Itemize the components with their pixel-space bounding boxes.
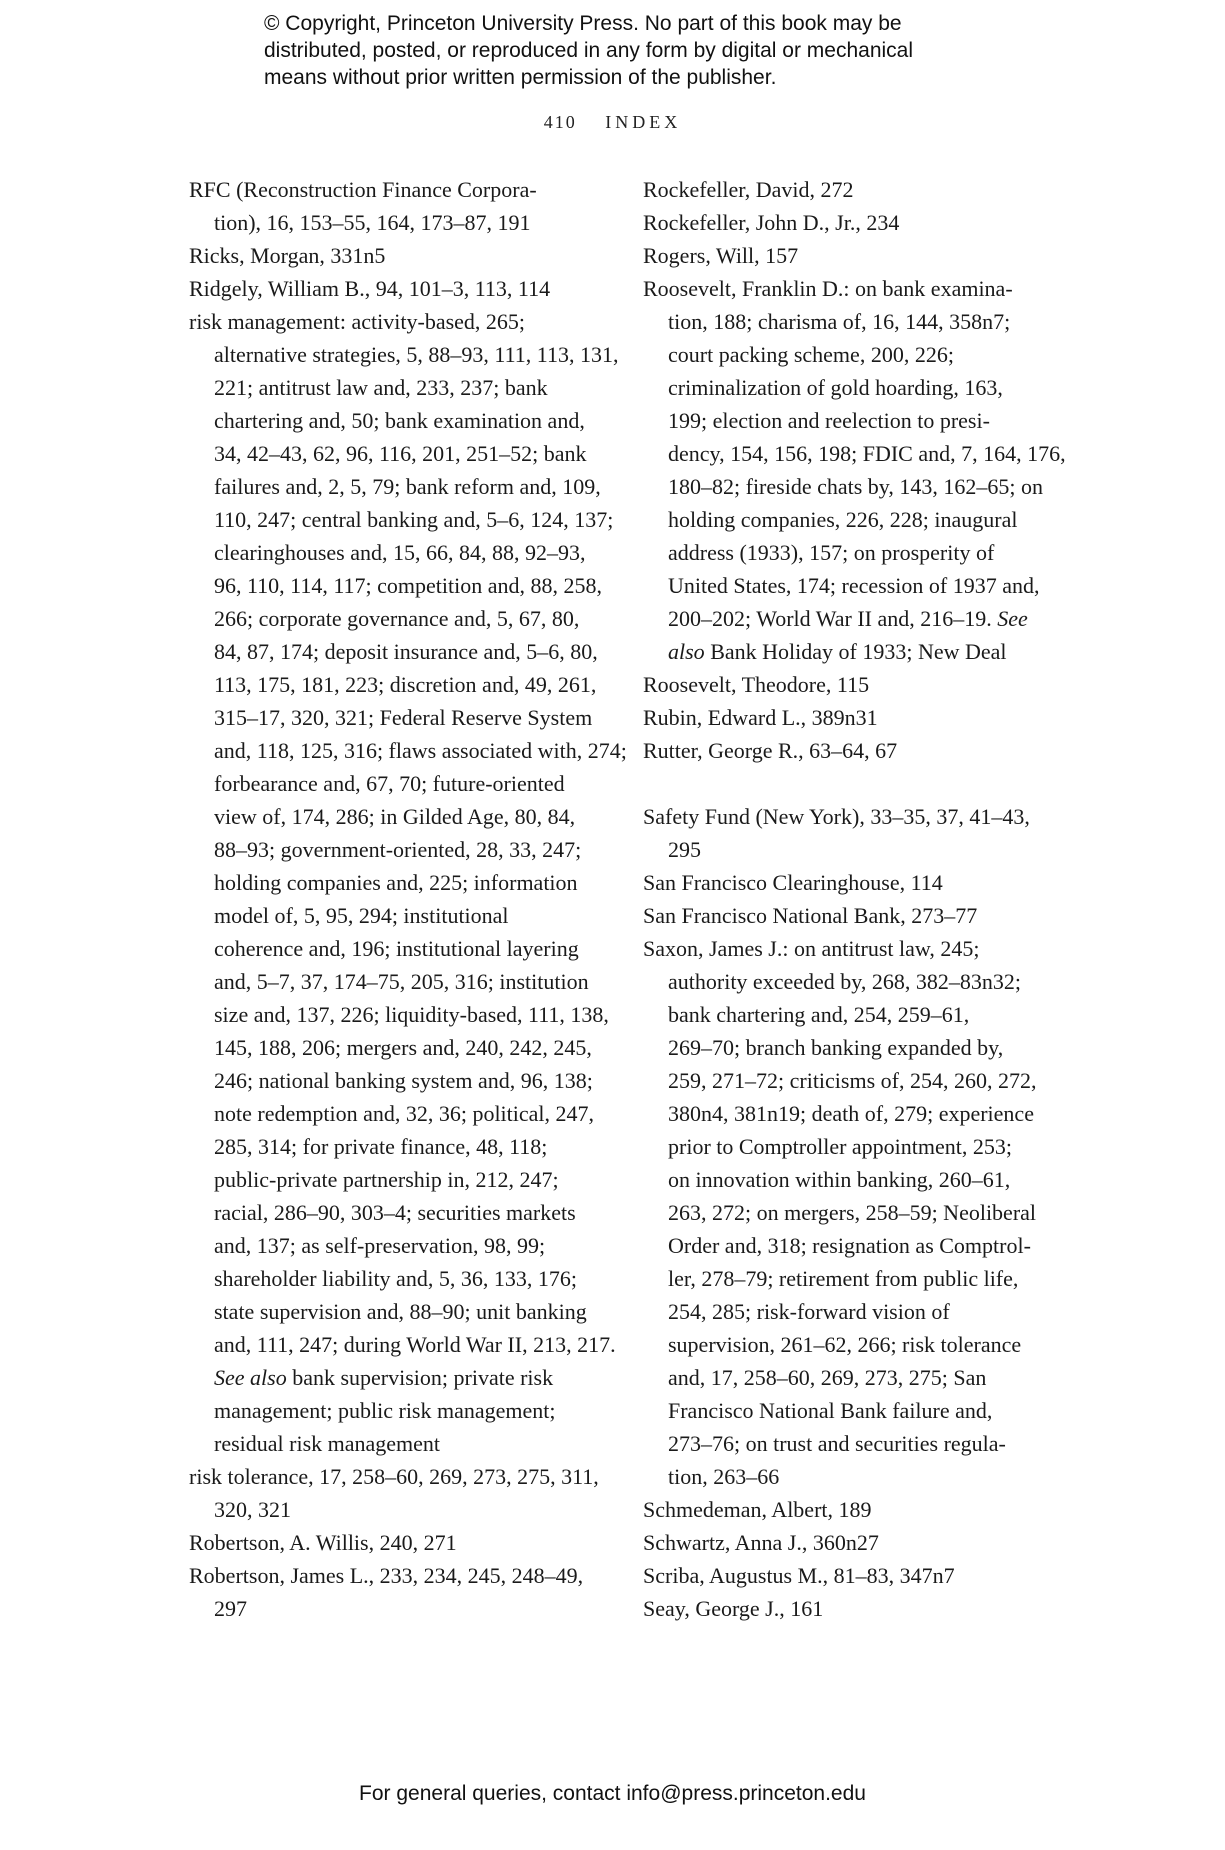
index-entry — [189, 272, 619, 305]
entry-continuation-line — [189, 602, 619, 635]
index-entry — [189, 305, 627, 1460]
entry-text: address (1933), 157; on prosperity of — [668, 540, 995, 565]
cross-reference-label: See also — [214, 1365, 287, 1390]
index-entry — [643, 734, 1073, 767]
entry-text: risk management: activity-based, 265; — [189, 309, 526, 334]
entry-text: 269–70; branch banking expanded by, — [668, 1035, 1004, 1060]
entry-continuation-line — [189, 1493, 619, 1526]
entry-heading-line — [643, 1592, 1073, 1625]
page-number: 410 — [543, 112, 577, 132]
entry-heading-line — [643, 932, 1073, 965]
entry-text: and, 118, 125, 316; flaws associated with, 274; — [214, 738, 627, 763]
entry-text: Schmedeman, Albert, 189 — [643, 1497, 872, 1522]
entry-continuation-line — [189, 866, 619, 899]
entry-text: Rubin, Edward L., 389n31 — [643, 705, 878, 730]
index-entry — [643, 173, 1073, 206]
entry-heading-line — [643, 206, 1073, 239]
entry-text: forbearance and, 67, 70; future-oriented — [214, 771, 565, 796]
entry-continuation-line — [189, 899, 619, 932]
entry-continuation-line — [643, 569, 1073, 602]
entry-text: risk tolerance, 17, 258–60, 269, 273, 275, 311, — [189, 1464, 599, 1489]
entry-text: 145, 188, 206; mergers and, 240, 242, 245, — [214, 1035, 592, 1060]
entry-continuation-line — [189, 569, 619, 602]
entry-continuation-line — [643, 602, 1073, 635]
entry-text: chartering and, 50; bank examination and, — [214, 408, 585, 433]
copyright-line: means without prior written permission of the publisher. — [264, 66, 777, 89]
entry-text: 295 — [668, 837, 701, 862]
entry-text: view of, 174, 286; in Gilded Age, 80, 84, — [214, 804, 576, 829]
entry-continuation-line — [643, 833, 1073, 866]
index-entry — [189, 1526, 619, 1559]
entry-continuation-line — [189, 536, 619, 569]
entry-continuation-line — [189, 206, 619, 239]
entry-continuation-line — [643, 1130, 1073, 1163]
entry-heading-line — [189, 1559, 619, 1592]
entry-text: 34, 42–43, 62, 96, 116, 201, 251–52; bank — [214, 441, 587, 466]
entry-text: tion, 188; charisma of, 16, 144, 358n7; — [668, 309, 1011, 334]
entry-continuation-line — [189, 767, 619, 800]
entry-text: Saxon, James J.: on antitrust law, 245; — [643, 936, 980, 961]
entry-text: dency, 154, 156, 198; FDIC and, 7, 164, 176, — [668, 441, 1066, 466]
entry-heading-line — [189, 239, 619, 272]
entry-text: and, 137; as self-preservation, 98, 99; — [214, 1233, 546, 1258]
index-entry — [189, 239, 619, 272]
entry-text: bank supervision; private risk — [286, 1365, 554, 1390]
index-entry — [643, 668, 1073, 701]
entry-text: San Francisco National Bank, 273–77 — [643, 903, 978, 928]
entry-text: 320, 321 — [214, 1497, 291, 1522]
entry-continuation-line — [189, 371, 619, 404]
section-title: INDEX — [605, 112, 682, 132]
entry-heading-line — [643, 866, 1073, 899]
entry-continuation-line — [643, 1394, 1073, 1427]
entry-heading-line — [643, 173, 1073, 206]
index-entry — [643, 1493, 1073, 1526]
entry-continuation-line — [643, 1460, 1073, 1493]
entry-continuation-line — [643, 1262, 1073, 1295]
entry-text: holding companies and, 225; information — [214, 870, 578, 895]
entry-continuation-line — [643, 635, 1073, 668]
entry-text: Safety Fund (New York), 33–35, 37, 41–43, — [643, 804, 1030, 829]
entry-continuation-line — [643, 965, 1073, 998]
entry-continuation-line — [643, 404, 1073, 437]
entry-continuation-line — [643, 437, 1073, 470]
entry-continuation-line — [189, 965, 619, 998]
entry-text: Schwartz, Anna J., 360n27 — [643, 1530, 879, 1555]
entry-text: bank chartering and, 254, 259–61, — [668, 1002, 970, 1027]
entry-text: and, 5–7, 37, 174–75, 205, 316; institution — [214, 969, 589, 994]
index-entry — [643, 1592, 1073, 1625]
entry-heading-line — [643, 1493, 1073, 1526]
entry-continuation-line — [189, 1361, 619, 1394]
entry-continuation-line — [189, 1592, 619, 1625]
entry-text: 221; antitrust law and, 233, 237; bank — [214, 375, 548, 400]
entry-continuation-line — [643, 536, 1073, 569]
entry-text: on innovation within banking, 260–61, — [668, 1167, 1011, 1192]
index-column-left — [189, 173, 627, 1625]
entry-continuation-line — [643, 1031, 1073, 1064]
entry-text: Rockefeller, David, 272 — [643, 177, 854, 202]
entry-text: RFC (Reconstruction Finance Corpora- — [189, 177, 537, 202]
entry-text: state supervision and, 88–90; unit banking — [214, 1299, 587, 1324]
entry-continuation-line — [189, 1328, 619, 1361]
index-entry — [643, 800, 1073, 866]
entry-text: 200–202; World War II and, 216–19. — [668, 606, 998, 631]
entry-text: size and, 137, 226; liquidity-based, 111, 138, — [214, 1002, 609, 1027]
entry-heading-line — [643, 1559, 1073, 1592]
entry-text: criminalization of gold hoarding, 163, — [668, 375, 1003, 400]
copyright-line: distributed, posted, or reproduced in any form by digital or mechanical — [264, 39, 914, 62]
entry-text: prior to Comptroller appointment, 253; — [668, 1134, 1013, 1159]
entry-text: Roosevelt, Franklin D.: on bank examina- — [643, 276, 1013, 301]
entry-text: 180–82; fireside chats by, 143, 162–65; on — [668, 474, 1043, 499]
entry-continuation-line — [189, 668, 619, 701]
entry-text: alternative strategies, 5, 88–93, 111, 113, 131, — [214, 342, 619, 367]
entry-text: Order and, 318; resignation as Comptrol- — [668, 1233, 1031, 1258]
index-entry — [643, 1526, 1073, 1559]
index-entry — [643, 206, 1073, 239]
entry-continuation-line — [189, 1262, 619, 1295]
entry-text: model of, 5, 95, 294; institutional — [214, 903, 509, 928]
entry-continuation-line — [189, 1427, 619, 1460]
entry-text: tion), 16, 153–55, 164, 173–87, 191 — [214, 210, 531, 235]
entry-text: clearinghouses and, 15, 66, 84, 88, 92–93, — [214, 540, 586, 565]
entry-heading-line — [643, 239, 1073, 272]
cross-reference-label: also — [668, 639, 705, 664]
entry-text: Francisco National Bank failure and, — [668, 1398, 993, 1423]
entry-continuation-line — [643, 998, 1073, 1031]
entry-heading-line — [643, 272, 1073, 305]
entry-text: Robertson, A. Willis, 240, 271 — [189, 1530, 457, 1555]
entry-text: and, 111, 247; during World War II, 213, 217. — [214, 1332, 616, 1357]
entry-text: 88–93; government-oriented, 28, 33, 247; — [214, 837, 582, 862]
entry-text: Rockefeller, John D., Jr., 234 — [643, 210, 900, 235]
entry-continuation-line — [189, 1163, 619, 1196]
entry-heading-line — [643, 1526, 1073, 1559]
entry-text: racial, 286–90, 303–4; securities markets — [214, 1200, 576, 1225]
entry-text: 297 — [214, 1596, 247, 1621]
entry-continuation-line — [189, 1097, 619, 1130]
entry-heading-line — [643, 701, 1073, 734]
entry-continuation-line — [189, 1229, 619, 1262]
entry-heading-line — [189, 1526, 619, 1559]
entry-text: Ridgely, William B., 94, 101–3, 113, 114 — [189, 276, 551, 301]
entry-text: Robertson, James L., 233, 234, 245, 248–49, — [189, 1563, 584, 1588]
entry-continuation-line — [189, 1064, 619, 1097]
entry-continuation-line — [189, 1394, 619, 1427]
index-entry — [189, 173, 619, 239]
index-entry — [643, 866, 1073, 899]
entry-text: Scriba, Augustus M., 81–83, 347n7 — [643, 1563, 955, 1588]
entry-text: coherence and, 196; institutional layering — [214, 936, 579, 961]
entry-continuation-line — [189, 1295, 619, 1328]
index-entry — [643, 239, 1073, 272]
entry-text: 380n4, 381n19; death of, 279; experience — [668, 1101, 1034, 1126]
entry-continuation-line — [643, 470, 1073, 503]
entry-text: shareholder liability and, 5, 36, 133, 176; — [214, 1266, 577, 1291]
entry-continuation-line — [189, 701, 619, 734]
entry-continuation-line — [189, 404, 619, 437]
entry-heading-line — [643, 734, 1073, 767]
copyright-line: © Copyright, Princeton University Press. No part of this book may be — [264, 12, 902, 35]
entry-text: 254, 285; risk-forward vision of — [668, 1299, 950, 1324]
entry-continuation-line — [189, 1130, 619, 1163]
entry-text: and, 17, 258–60, 269, 273, 275; San — [668, 1365, 987, 1390]
entry-text: 266; corporate governance and, 5, 67, 80, — [214, 606, 580, 631]
index-entry — [643, 272, 1073, 668]
entry-text: ler, 278–79; retirement from public life, — [668, 1266, 1019, 1291]
entry-continuation-line — [643, 1229, 1073, 1262]
entry-continuation-line — [189, 338, 619, 371]
entry-continuation-line — [643, 1196, 1073, 1229]
index-entry — [189, 1559, 619, 1625]
entry-continuation-line — [189, 800, 619, 833]
entry-text: 285, 314; for private finance, 48, 118; — [214, 1134, 548, 1159]
entry-text: 84, 87, 174; deposit insurance and, 5–6, 80, — [214, 639, 598, 664]
entry-text: public-private partnership in, 212, 247; — [214, 1167, 559, 1192]
entry-continuation-line — [643, 1427, 1073, 1460]
entry-text: management; public risk management; — [214, 1398, 556, 1423]
entry-text: 246; national banking system and, 96, 138; — [214, 1068, 593, 1093]
entry-heading-line — [189, 173, 619, 206]
entry-text: 259, 271–72; criticisms of, 254, 260, 272, — [668, 1068, 1037, 1093]
cross-reference-label: See — [997, 606, 1028, 631]
entry-text: holding companies, 226, 228; inaugural — [668, 507, 1018, 532]
entry-continuation-line — [643, 1295, 1073, 1328]
entry-text: 113, 175, 181, 223; discretion and, 49, 261, — [214, 672, 597, 697]
entry-text: 273–76; on trust and securities regula- — [668, 1431, 1006, 1456]
entry-text: Rutter, George R., 63–64, 67 — [643, 738, 898, 763]
entry-continuation-line — [643, 1064, 1073, 1097]
entry-text: 263, 272; on mergers, 258–59; Neoliberal — [668, 1200, 1037, 1225]
entry-heading-line — [189, 272, 619, 305]
index-entry — [643, 1559, 1073, 1592]
entry-text: Bank Holiday of 1933; New Deal — [704, 639, 1007, 664]
section-gap — [643, 767, 1073, 800]
entry-heading-line — [189, 1460, 619, 1493]
entry-continuation-line — [189, 470, 619, 503]
footer-contact: For general queries, contact info@press.princeton.edu — [359, 1782, 866, 1805]
entry-continuation-line — [189, 437, 619, 470]
index-entry — [643, 701, 1073, 734]
entry-text: Roosevelt, Theodore, 115 — [643, 672, 870, 697]
entry-text: Rogers, Will, 157 — [643, 243, 799, 268]
entry-continuation-line — [643, 1097, 1073, 1130]
entry-heading-line — [643, 668, 1073, 701]
entry-text: 96, 110, 114, 117; competition and, 88, 258, — [214, 573, 603, 598]
entry-continuation-line — [643, 305, 1073, 338]
entry-continuation-line — [643, 371, 1073, 404]
index-entry — [189, 1460, 619, 1526]
entry-text: San Francisco Clearinghouse, 114 — [643, 870, 943, 895]
entry-text: Ricks, Morgan, 331n5 — [189, 243, 386, 268]
running-head — [0, 112, 1225, 133]
entry-text: residual risk management — [214, 1431, 441, 1456]
entry-continuation-line — [189, 998, 619, 1031]
entry-continuation-line — [189, 503, 619, 536]
entry-continuation-line — [643, 338, 1073, 371]
entry-heading-line — [189, 305, 619, 338]
entry-text: 199; election and reelection to presi- — [668, 408, 990, 433]
entry-heading-line — [643, 800, 1073, 833]
entry-continuation-line — [189, 635, 619, 668]
entry-text: authority exceeded by, 268, 382–83n32; — [668, 969, 1021, 994]
entry-text: note redemption and, 32, 36; political, 247, — [214, 1101, 595, 1126]
entry-continuation-line — [643, 1361, 1073, 1394]
entry-text: 315–17, 320, 321; Federal Reserve System — [214, 705, 593, 730]
entry-text: supervision, 261–62, 266; risk tolerance — [668, 1332, 1022, 1357]
entry-text: court packing scheme, 200, 226; — [668, 342, 954, 367]
entry-continuation-line — [189, 833, 619, 866]
index-entry — [643, 899, 1073, 932]
entry-text: tion, 263–66 — [668, 1464, 780, 1489]
entry-continuation-line — [643, 503, 1073, 536]
index-column-right — [643, 173, 1073, 1625]
entry-continuation-line — [189, 734, 627, 767]
entry-continuation-line — [189, 1196, 619, 1229]
entry-continuation-line — [189, 1031, 619, 1064]
entry-heading-line — [643, 899, 1073, 932]
entry-text: United States, 174; recession of 1937 and, — [668, 573, 1040, 598]
entry-text: Seay, George J., 161 — [643, 1596, 824, 1621]
entry-text: failures and, 2, 5, 79; bank reform and, 109, — [214, 474, 601, 499]
entry-continuation-line — [189, 932, 619, 965]
entry-continuation-line — [643, 1328, 1073, 1361]
entry-continuation-line — [643, 1163, 1073, 1196]
copyright-notice — [264, 10, 913, 91]
index-entry — [643, 932, 1073, 1493]
entry-text: 110, 247; central banking and, 5–6, 124, 137; — [214, 507, 614, 532]
